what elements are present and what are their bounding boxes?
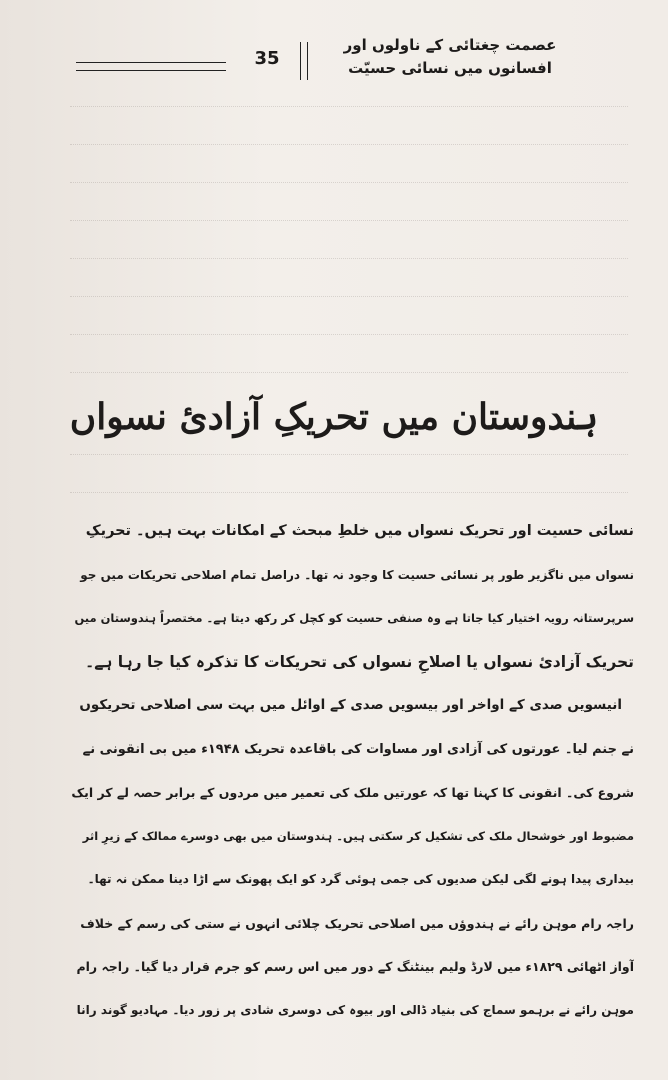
show-through-line xyxy=(70,478,628,493)
text-line: تحریک آزادیٔ نسواں یا اصلاحِ نسواں کی تحریکات کا تذکرہ کیا جا رہا ہے۔ xyxy=(85,652,634,671)
text-line: آواز اٹھائی ۱۸۲۹ء میں لارڈ ولیم بینٹنگ کے دور میں اس رسم کو جرم قرار دیا گیا۔ راجہ رام xyxy=(76,959,634,974)
text-line: موہن رائے نے برہمو سماج کی بنیاد ڈالی اور بیوہ کی دوسری شادی پر زور دیا۔ مہادیو گوند رانا xyxy=(76,1002,634,1017)
header-rule xyxy=(76,62,226,71)
text-line: راجہ رام موہن رائے نے ہندوؤں میں اصلاحی تحریک چلائی انہوں نے ستی کی رسم کے خلاف xyxy=(80,915,634,931)
running-header xyxy=(70,28,590,86)
show-through-line xyxy=(70,358,628,373)
text-line: نسائی حسیت اور تحریک نسواں میں خلطِ مبحث کے امکانات بہت ہیں۔ تحریکِ xyxy=(85,523,634,539)
header-divider xyxy=(300,42,308,80)
running-title-line-1: عصمت چغتائی کے ناولوں اور xyxy=(343,36,557,54)
chapter-title: ہندوستان میں تحریکِ آزادیٔ نسواں xyxy=(69,396,599,438)
text-line: انیسویں صدی کے اواخر اور بیسویں صدی کے اوائل میں بہت سی اصلاحی تحریکوں xyxy=(79,697,622,713)
show-through-line xyxy=(70,320,628,335)
text-line: نے جنم لیا۔ عورتوں کی آزادی اور مساوات کی باقاعدہ تحریک ۱۹۴۸ء میں بی انقونی نے xyxy=(82,741,634,757)
show-through-line xyxy=(70,92,628,107)
show-through-line xyxy=(70,244,628,259)
running-title-line-2: افسانوں میں نسائی حسیّت xyxy=(348,59,552,77)
show-through-line xyxy=(70,130,628,145)
show-through-line xyxy=(70,168,628,183)
text-line: سرپرستانہ رویہ اختیار کیا جاتا ہے وہ صنفی حسیت کو کچل کر رکھ دیتا ہے۔ مختصراً ہندوستان میں xyxy=(74,611,634,625)
show-through-line xyxy=(70,282,628,297)
text-line: نسواں میں ناگزیر طور پر نسائی حسیت کا وجود نہ تھا۔ دراصل تمام اصلاحی تحریکات میں جو xyxy=(80,567,634,582)
text-line: شروع کی۔ انقونی کا کہنا تھا کہ عورتیں ملک کی تعمیر میں مردوں کے برابر حصہ لے کر ایک xyxy=(71,785,634,800)
show-through-line xyxy=(70,206,628,221)
page-number: 35 xyxy=(254,48,280,69)
text-line: بیداری پیدا ہونے لگی لیکن صدیوں کی جمی ہوئی گرد کو ایک پھونک سے اڑا دینا ممکن نہ تھا۔ xyxy=(87,872,634,886)
body-text xyxy=(68,510,634,1032)
text-line: مضبوط اور خوشحال ملک کی تشکیل کر سکتی ہیں۔ ہندوستان میں بھی دوسرے ممالک کے زیرِ اثر xyxy=(82,828,634,843)
